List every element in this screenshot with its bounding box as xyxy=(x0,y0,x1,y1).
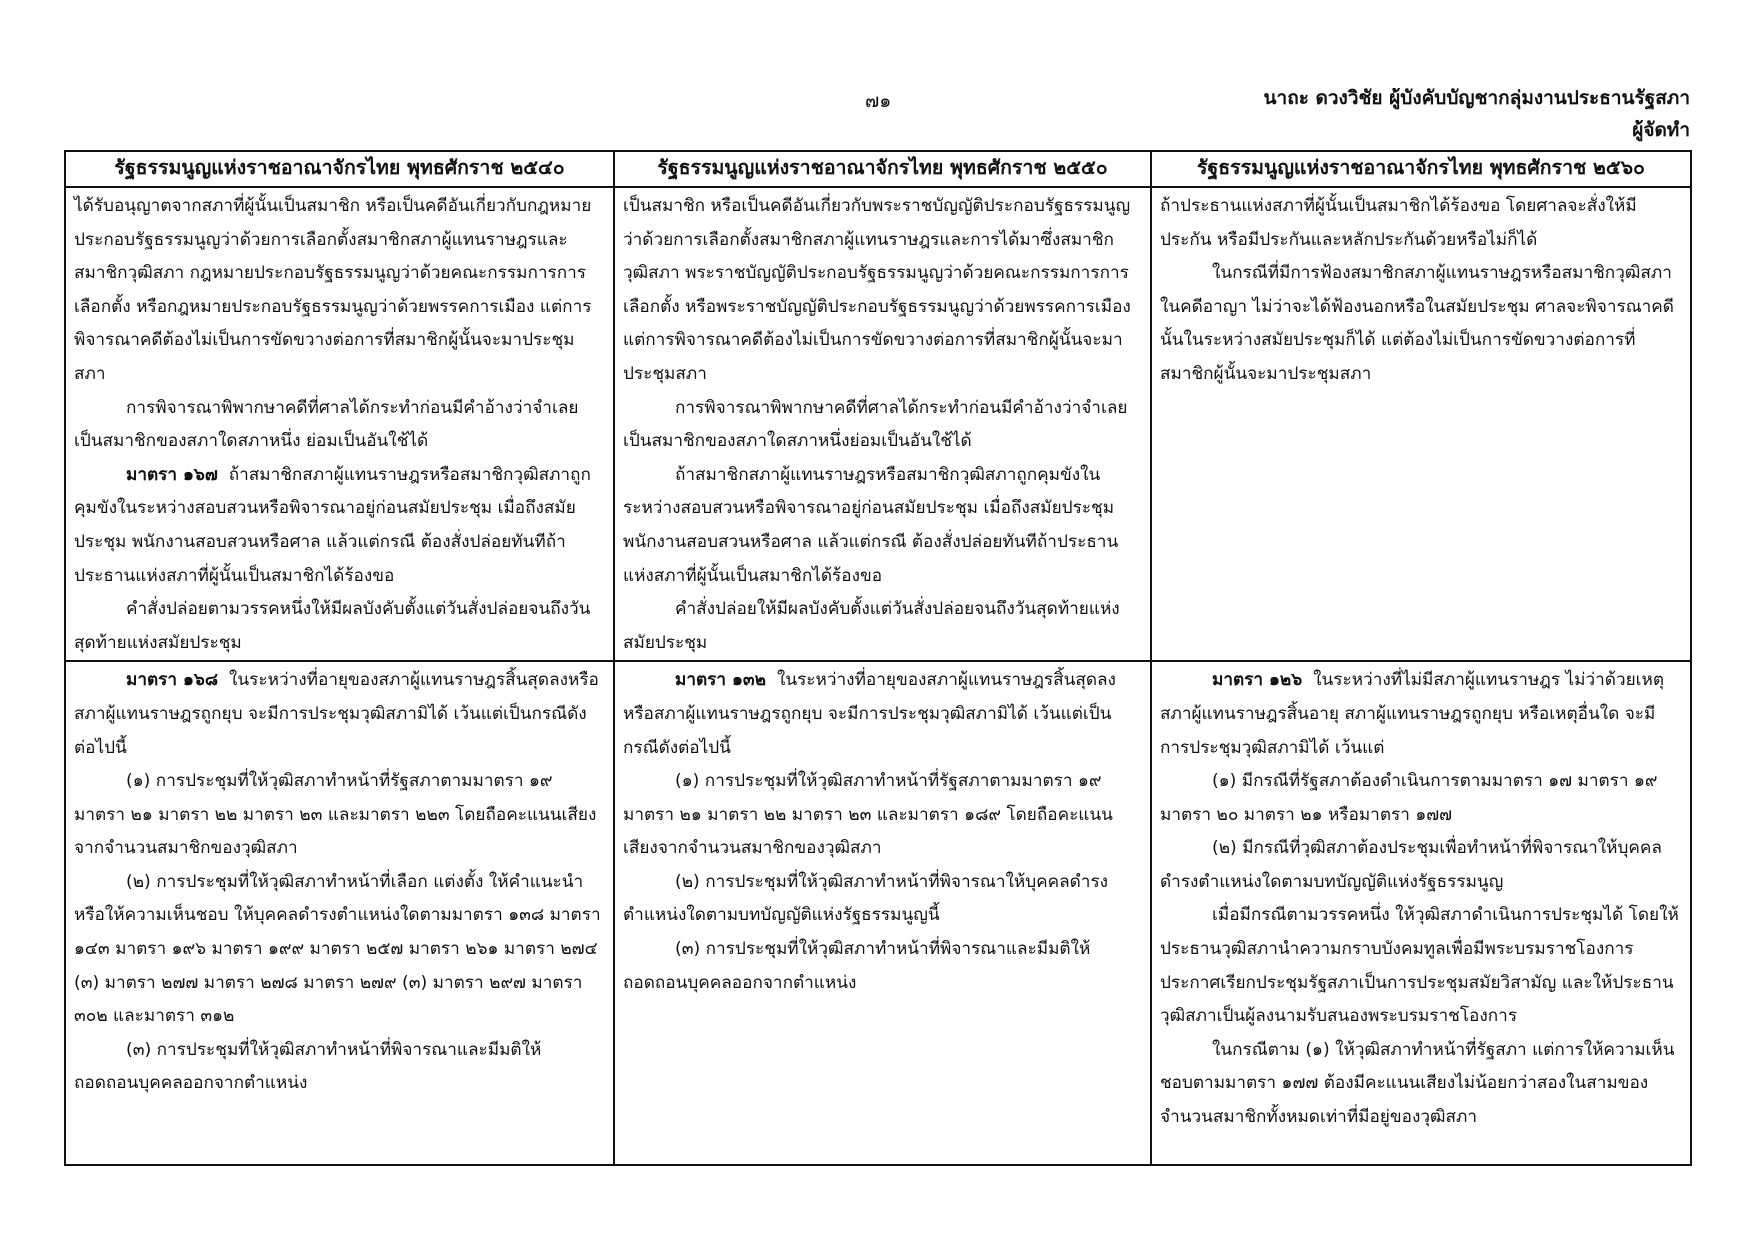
paragraph: ถ้าประธานแห่งสภาที่ผู้นั้นเป็นสมาชิกได้ร้องขอ โดยศาลจะสั่งให้มีประกัน หรือมีประกันและหลักประกันด้วยหรือไม่ก็ได้ xyxy=(1160,196,1637,250)
section-paragraph xyxy=(1160,664,1682,765)
paragraph: ในกรณีที่มีการฟ้องสมาชิกสภาผู้แทนราษฎรหรือสมาชิกวุฒิสภาในคดีอาญา ไม่ว่าจะได้ฟ้องนอกหรือในสมัยประชุม ศาลจะพิจารณาคดีนั้นในระหว่างสมัยประชุมก็ได้ แต่ต้องไม่เป็นการขัดขวางต่อการที่สมาชิกผู้นั้นจะมาประชุมสภา xyxy=(1160,263,1674,384)
paragraph: คำสั่งปล่อยให้มีผลบังคับตั้งแต่วันสั่งปล่อยจนถึงวันสุดท้ายแห่งสมัยประชุม xyxy=(623,599,1120,653)
section-number: มาตรา ๑๒๖ xyxy=(1212,670,1303,691)
column-header-2540: รัฐธรรมนูญแห่งราชอาณาจักรไทย พุทธศักราช ๒๕๔๐ xyxy=(65,151,614,187)
column-header-2550: รัฐธรรมนูญแห่งราชอาณาจักรไทย พุทธศักราช ๒๕๕๐ xyxy=(614,151,1151,187)
paragraph: ถ้าสมาชิกสภาผู้แทนราษฎรหรือสมาชิกวุฒิสภาถูกคุมขังในระหว่างสอบสวนหรือพิจารณาอยู่ก่อนสมัยประชุม เมื่อถึงสมัยประชุม พนักงานสอบสวนหรือศาล แล้วแต่กรณี ต้องสั่งปล่อยทันทีถ้าประธานแห่งสภาที่ผู้นั้นเป็นสมาชิกได้ร้องขอ xyxy=(623,464,1119,586)
list-item: (๑) การประชุมที่ให้วุฒิสภาทำหน้าที่รัฐสภาตามมาตรา ๑๙ มาตรา ๒๑ มาตรา ๒๒ มาตรา ๒๓ และมาตรา ๑๘๙ โดยถือคะแนนเสียงจากจำนวนสมาชิกของวุฒิสภา xyxy=(623,771,1113,859)
section-paragraph xyxy=(74,664,605,765)
author-name: นาถะ ดวงวิชัย ผู้บังคับบัญชากลุ่มงานประธานรัฐสภา xyxy=(1263,87,1690,109)
cell-2550-row1 xyxy=(614,187,1151,661)
list-item: (๒) การประชุมที่ให้วุฒิสภาทำหน้าที่พิจารณาให้บุคคลดำรงตำแหน่งใดตามบทบัญญัติแห่งรัฐธรรมนูญนี้ xyxy=(623,871,1109,926)
paragraph: ได้รับอนุญาตจากสภาที่ผู้นั้นเป็นสมาชิก หรือเป็นคดีอันเกี่ยวกับกฎหมายประกอบรัฐธรรมนูญว่าด้วยการเลือกตั้งสมาชิกสภาผู้แทนราษฎรและสมาชิกวุฒิสภา กฎหมายประกอบรัฐธรรมนูญว่าด้วยคณะกรรมการการเลือกตั้ง หรือกฎหมายประกอบรัฐธรรมนูญว่าด้วยพรรคการเมือง แต่การพิจารณาคดีต้องไม่เป็นการขัดขวางต่อการที่สมาชิกผู้นั้นจะมาประชุมสภา xyxy=(74,196,592,384)
list-item: (๒) มีกรณีที่วุฒิสภาต้องประชุมเพื่อทำหน้าที่พิจารณาให้บุคคลดำรงตำแหน่งใดตามบทบัญญัติแห่งรัฐธรรมนูญ xyxy=(1160,838,1662,892)
section-paragraph xyxy=(623,664,1142,765)
cell-2540-row1 xyxy=(65,187,614,661)
section-text: ถ้าสมาชิกสภาผู้แทนราษฎรหรือสมาชิกวุฒิสภาถูกคุมขังในระหว่างสอบสวนหรือพิจารณาอยู่ก่อนสมัยประชุม เมื่อถึงสมัยประชุม พนักงานสอบสวนหรือศาล แล้วแต่กรณี ต้องสั่งปล่อยทันทีถ้าประธานแห่งสภาที่ผู้นั้นเป็นสมาชิกได้ร้องขอ xyxy=(74,464,591,586)
list-item: (๑) การประชุมที่ให้วุฒิสภาทำหน้าที่รัฐสภาตามมาตรา ๑๙ มาตรา ๒๑ มาตรา ๒๒ มาตรา ๒๓ และมาตรา ๒๒๓ โดยถือคะแนนเสียงจากจำนวนสมาชิกของวุฒิสภา xyxy=(74,771,597,859)
list-item: (๓) การประชุมที่ให้วุฒิสภาทำหน้าที่พิจารณาและมีมติให้ถอดถอนบุคคลออกจากตำแหน่ง xyxy=(623,939,1091,993)
cell-2550-row2 xyxy=(614,661,1151,1165)
section-text: ในระหว่างที่อายุของสภาผู้แทนราษฎรสิ้นสุดลงหรือสภาผู้แทนราษฎรถูกยุบ จะมีการประชุมวุฒิสภามิได้ เว้นแต่เป็นกรณีดังต่อไปนี้ xyxy=(623,670,1116,758)
paragraph: การพิจารณาพิพากษาคดีที่ศาลได้กระทำก่อนมีคำอ้างว่าจำเลยเป็นสมาชิกของสภาใดสภาหนึ่งย่อมเป็นอันใช้ได้ xyxy=(623,397,1128,452)
section-text: ในระหว่างที่ไม่มีสภาผู้แทนราษฎร ไม่ว่าด้วยเหตุสภาผู้แทนราษฎรสิ้นอายุ สภาผู้แทนราษฎรถูกยุบ หรือเหตุอื่นใด จะมีการประชุมวุฒิสภามิได้ เว้นแต่ xyxy=(1160,670,1665,758)
section-paragraph xyxy=(74,459,605,593)
paragraph: การพิจารณาพิพากษาคดีที่ศาลได้กระทำก่อนมีคำอ้างว่าจำเลยเป็นสมาชิกของสภาใดสภาหนึ่ง ย่อมเป็นอันใช้ได้ xyxy=(74,397,579,452)
section-number: มาตรา ๑๖๗ xyxy=(126,464,218,485)
paragraph: เป็นสมาชิก หรือเป็นคดีอันเกี่ยวกับพระราชบัญญัติประกอบรัฐธรรมนูญว่าด้วยการเลือกตั้งสมาชิกสภาผู้แทนราษฎรและการได้มาซึ่งสมาชิกวุฒิสภา พระราชบัญญัติประกอบรัฐธรรมนูญว่าด้วยคณะกรรมการการเลือกตั้ง หรือพระราชบัญญัติประกอบรัฐธรรมนูญว่าด้วยพรรคการเมือง แต่การพิจารณาคดีต้องไม่เป็นการขัดขวางต่อการที่สมาชิกผู้นั้นจะมาประชุมสภา xyxy=(623,196,1131,384)
table-header-row xyxy=(65,151,1691,187)
author-role: ผู้จัดทำ xyxy=(1632,119,1690,141)
cell-2540-row2 xyxy=(65,661,614,1165)
list-item: (๓) การประชุมที่ให้วุฒิสภาทำหน้าที่พิจารณาและมีมติให้ถอดถอนบุคคลออกจากตำแหน่ง xyxy=(74,1039,542,1094)
list-item: (๒) การประชุมที่ให้วุฒิสภาทำหน้าที่เลือก แต่งตั้ง ให้คำแนะนำ หรือให้ความเห็นชอบ ให้บุคคลดำรงตำแหน่งใดตามมาตรา ๑๓๘ มาตรา ๑๔๓ มาตรา ๑๙๖ มาตรา ๑๙๙ มาตรา ๒๕๗ มาตรา ๒๖๑ มาตรา ๒๗๔ (๓) มาตรา ๒๗๗ มาตรา ๒๗๘ มาตรา ๒๗๙ (๓) มาตรา ๒๙๗ มาตรา ๓๐๒ และมาตรา ๓๑๒ xyxy=(74,871,601,1027)
author-block xyxy=(1264,82,1690,146)
section-number: มาตรา ๑๓๒ xyxy=(675,670,766,691)
section-text: ในระหว่างที่อายุของสภาผู้แทนราษฎรสิ้นสุดลงหรือสภาผู้แทนราษฎรถูกยุบ จะมีการประชุมวุฒิสภามิได้ เว้นแต่เป็นกรณีดังต่อไปนี้ xyxy=(74,670,599,758)
list-item: (๑) มีกรณีที่รัฐสภาต้องดำเนินการตามมาตรา ๑๗ มาตรา ๑๙ มาตรา ๒๐ มาตรา ๒๑ หรือมาตรา ๑๗๗ xyxy=(1160,771,1658,825)
column-header-2560: รัฐธรรมนูญแห่งราชอาณาจักรไทย พุทธศักราช ๒๕๖๐ xyxy=(1151,151,1691,187)
page-number: ๗๑ xyxy=(865,90,892,112)
paragraph: เมื่อมีกรณีตามวรรคหนึ่ง ให้วุฒิสภาดำเนินการประชุมได้ โดยให้ประธานวุฒิสภานำความกราบบังคมทูลเพื่อมีพระบรมราชโองการประกาศเรียกประชุมรัฐสภาเป็นการประชุมสมัยวิสามัญ และให้ประธานวุฒิสภาเป็นผู้ลงนามรับสนองพระบรมราชโองการ xyxy=(1160,905,1679,1027)
table-row xyxy=(65,187,1691,661)
table-row xyxy=(65,661,1691,1165)
section-number: มาตรา ๑๖๘ xyxy=(126,670,219,691)
cell-2560-row1 xyxy=(1151,187,1691,661)
paragraph: คำสั่งปล่อยตามวรรคหนึ่งให้มีผลบังคับตั้งแต่วันสั่งปล่อยจนถึงวันสุดท้ายแห่งสมัยประชุม xyxy=(74,599,591,653)
comparison-table xyxy=(64,150,1692,1166)
cell-2560-row2 xyxy=(1151,661,1691,1165)
paragraph: ในกรณีตาม (๑) ให้วุฒิสภาทำหน้าที่รัฐสภา แต่การให้ความเห็นชอบตามมาตรา ๑๗๗ ต้องมีคะแนนเสียงไม่น้อยกว่าสองในสามของจำนวนสมาชิกทั้งหมดเท่าที่มีอยู่ของวุฒิสภา xyxy=(1160,1039,1675,1128)
